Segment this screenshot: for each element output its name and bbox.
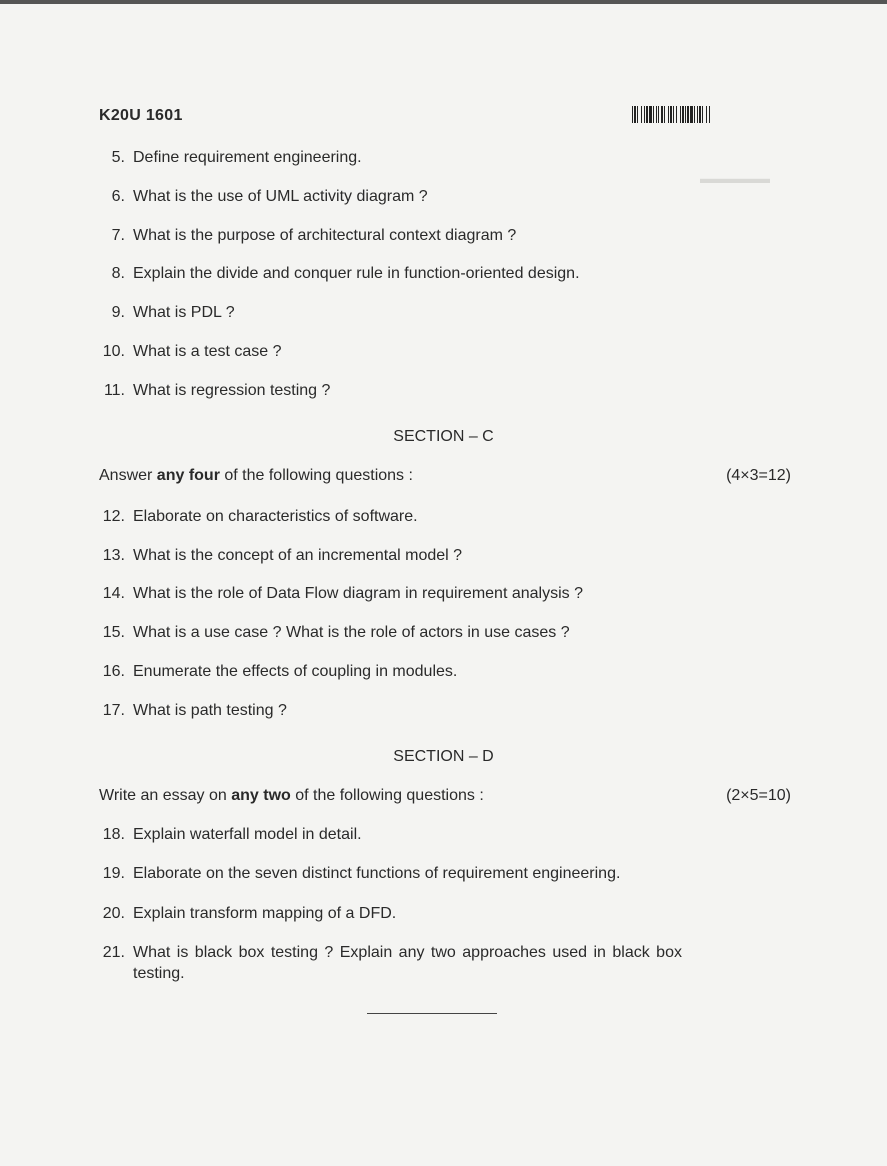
question-number: 10.	[102, 343, 125, 360]
section-d-title: SECTION – D	[393, 748, 494, 765]
question-number: 21.	[102, 944, 125, 961]
instruction-emphasis: any two	[231, 787, 291, 804]
section-d-marks: (2×5=10)	[726, 787, 791, 804]
question-number: 9.	[111, 304, 125, 321]
question-text: Define requirement engineering.	[133, 149, 362, 166]
section-c-instruction	[99, 467, 413, 485]
question-number: 6.	[111, 188, 125, 205]
section-c-marks: (4×3=12)	[726, 467, 791, 484]
question-number: 18.	[102, 826, 125, 843]
question-number: 17.	[102, 702, 125, 719]
question-number: 12.	[102, 508, 125, 525]
question-number: 14.	[102, 585, 125, 602]
question-text: What is the role of Data Flow diagram in requirement analysis ?	[133, 585, 583, 602]
question-text: What is regression testing ?	[133, 382, 331, 399]
instruction-text: Answer	[99, 467, 157, 484]
question-number: 5.	[111, 149, 125, 166]
question-text: Elaborate on the seven distinct functions of requirement engineering.	[133, 865, 621, 882]
question-text: Elaborate on characteristics of software.	[133, 508, 418, 525]
show-through: ▬▬▬▬▬	[700, 170, 770, 186]
paper-code: K20U 1601	[99, 107, 183, 124]
question-text: Explain transform mapping of a DFD.	[133, 905, 397, 922]
question-text: What is black box testing ? Explain any two approaches used in black box	[133, 944, 682, 961]
question-text: What is the concept of an incremental model ?	[133, 547, 463, 564]
question-number: 13.	[102, 547, 125, 564]
question-number: 11.	[103, 382, 125, 399]
question-text-continued: testing.	[133, 965, 185, 982]
question-number: 19.	[102, 865, 125, 882]
question-text: What is PDL ?	[133, 304, 235, 321]
question-number: 15.	[102, 624, 125, 641]
section-c-title: SECTION – C	[393, 428, 494, 445]
question-text: What is a test case ?	[133, 343, 282, 360]
question-number: 7.	[111, 227, 125, 244]
instruction-emphasis: any four	[156, 467, 220, 484]
question-text: What is path testing ?	[133, 702, 287, 719]
barcode	[632, 106, 792, 123]
barcode-bar	[710, 106, 711, 123]
question-text: What is a use case ? What is the role of actors in use cases ?	[133, 624, 570, 641]
question-text: Explain the divide and conquer rule in function-oriented design.	[133, 265, 580, 282]
end-rule	[367, 1013, 497, 1014]
question-number: 16.	[102, 663, 125, 680]
instruction-text: of the following questions :	[219, 467, 413, 484]
instruction-text: Write an essay on	[99, 787, 232, 804]
question-number: 20.	[102, 905, 125, 922]
instruction-text: of the following questions :	[290, 787, 484, 804]
question-text: Enumerate the effects of coupling in modules.	[133, 663, 458, 680]
question-text: What is the use of UML activity diagram ?	[133, 188, 428, 205]
question-text: What is the purpose of architectural context diagram ?	[133, 227, 517, 244]
question-text: Explain waterfall model in detail.	[133, 826, 362, 843]
question-number: 8.	[111, 265, 125, 282]
scan-edge	[0, 0, 887, 4]
section-d-instruction	[99, 787, 484, 805]
